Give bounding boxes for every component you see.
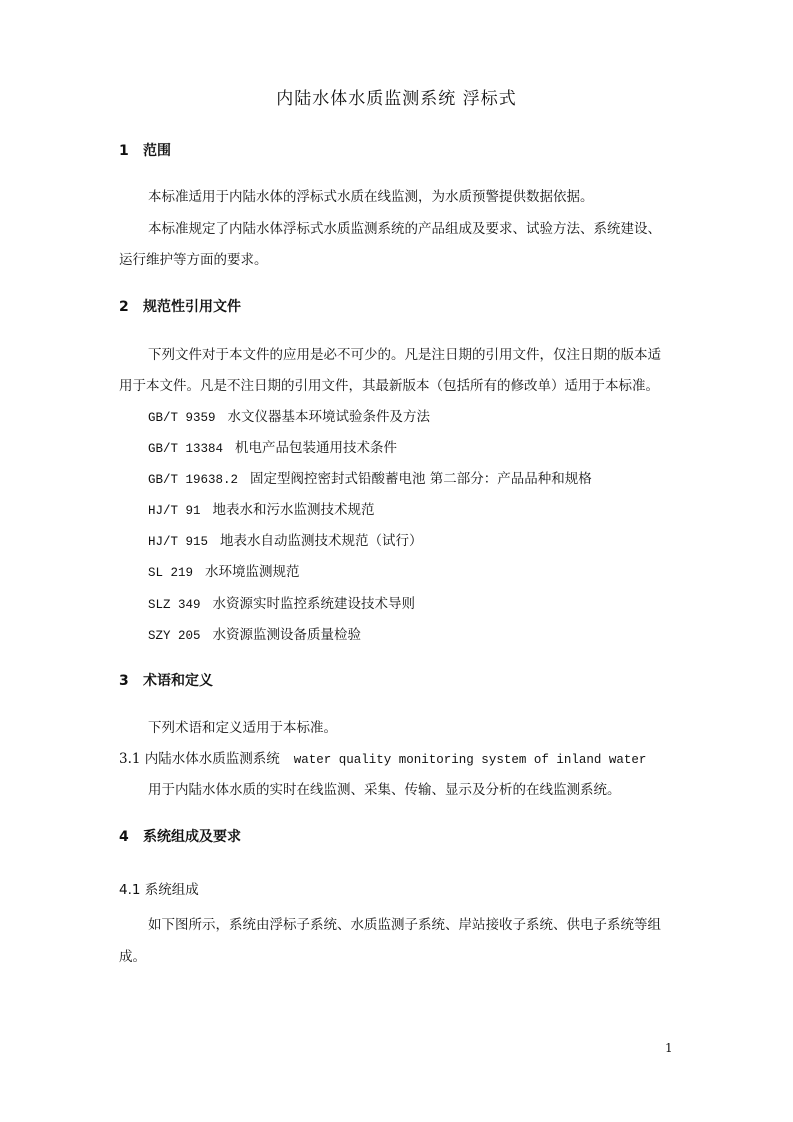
reference-item <box>148 623 361 643</box>
reference-code: HJ/T 91 <box>148 504 201 518</box>
section-number: 3 <box>119 673 129 689</box>
subsection-number: 4.1 <box>119 882 141 898</box>
term-chinese: 内陆水体水质监测系统 <box>144 751 280 767</box>
paragraph-continuation: 用于本文件。凡是不注日期的引用文件，其最新版本（包括所有的修改单）适用于本标准。 <box>119 378 659 394</box>
reference-code: SL 219 <box>148 566 194 580</box>
section-title: 系统组成及要求 <box>143 829 241 845</box>
page-number: 1 <box>665 1041 673 1055</box>
reference-code: SZY 205 <box>148 629 201 643</box>
paragraph: 下列文件对于本文件的应用是必不可少的。凡是注日期的引用文件，仅注日期的版本适 <box>148 347 661 363</box>
term-english: water quality monitoring system of inland water <box>293 753 647 767</box>
paragraph-continuation: 运行维护等方面的要求。 <box>119 252 268 268</box>
reference-name: 水文仪器基本环境试验条件及方法 <box>227 409 431 425</box>
section-3-heading <box>119 670 213 690</box>
reference-code: HJ/T 915 <box>148 535 209 549</box>
reference-name: 水资源监测设备质量检验 <box>212 627 362 643</box>
reference-code: SLZ 349 <box>148 598 201 612</box>
section-number: 2 <box>119 299 129 315</box>
paragraph-continuation: 成。 <box>119 949 146 965</box>
subsection-title: 系统组成 <box>144 882 199 898</box>
section-title: 规范性引用文件 <box>143 299 241 315</box>
reference-item <box>148 560 300 580</box>
reference-item <box>148 436 397 456</box>
section-4-heading <box>119 826 241 846</box>
reference-item <box>148 405 430 425</box>
section-2-heading <box>119 296 241 316</box>
reference-item <box>148 498 375 518</box>
reference-item <box>148 592 415 612</box>
document-title: 内陆水体水质监测系统 浮标式 <box>276 89 517 109</box>
section-title: 范围 <box>143 143 171 159</box>
subsection-4-1-heading <box>119 878 199 898</box>
term-definition: 用于内陆水体水质的实时在线监测、采集、传输、显示及分析的在线监测系统。 <box>148 782 621 798</box>
reference-code: GB/T 9359 <box>148 411 216 425</box>
reference-item <box>148 467 592 487</box>
section-number: 1 <box>119 143 129 159</box>
reference-code: GB/T 19638.2 <box>148 473 239 487</box>
term-number: 3.1 <box>119 751 141 767</box>
reference-name: 固定型阀控密封式铅酸蓄电池 第二部分：产品品种和规格 <box>250 471 592 487</box>
section-1-heading <box>119 140 171 160</box>
reference-name: 水环境监测规范 <box>205 564 300 580</box>
paragraph: 下列术语和定义适用于本标准。 <box>148 720 337 736</box>
paragraph: 本标准规定了内陆水体浮标式水质监测系统的产品组成及要求、试验方法、系统建设、 <box>148 221 661 237</box>
reference-name: 水资源实时监控系统建设技术导则 <box>212 596 416 612</box>
paragraph: 本标准适用于内陆水体的浮标式水质在线监测，为水质预警提供数据依据。 <box>148 189 594 205</box>
term-entry <box>119 747 646 767</box>
reference-name: 地表水自动监测技术规范（试行） <box>220 533 423 549</box>
section-title: 术语和定义 <box>143 673 213 689</box>
paragraph: 如下图所示，系统由浮标子系统、水质监测子系统、岸站接收子系统、供电子系统等组 <box>148 917 661 933</box>
reference-name: 地表水和污水监测技术规范 <box>212 502 375 518</box>
reference-name: 机电产品包装通用技术条件 <box>235 440 398 456</box>
reference-code: GB/T 13384 <box>148 442 224 456</box>
section-number: 4 <box>119 829 129 845</box>
reference-item <box>148 529 423 549</box>
